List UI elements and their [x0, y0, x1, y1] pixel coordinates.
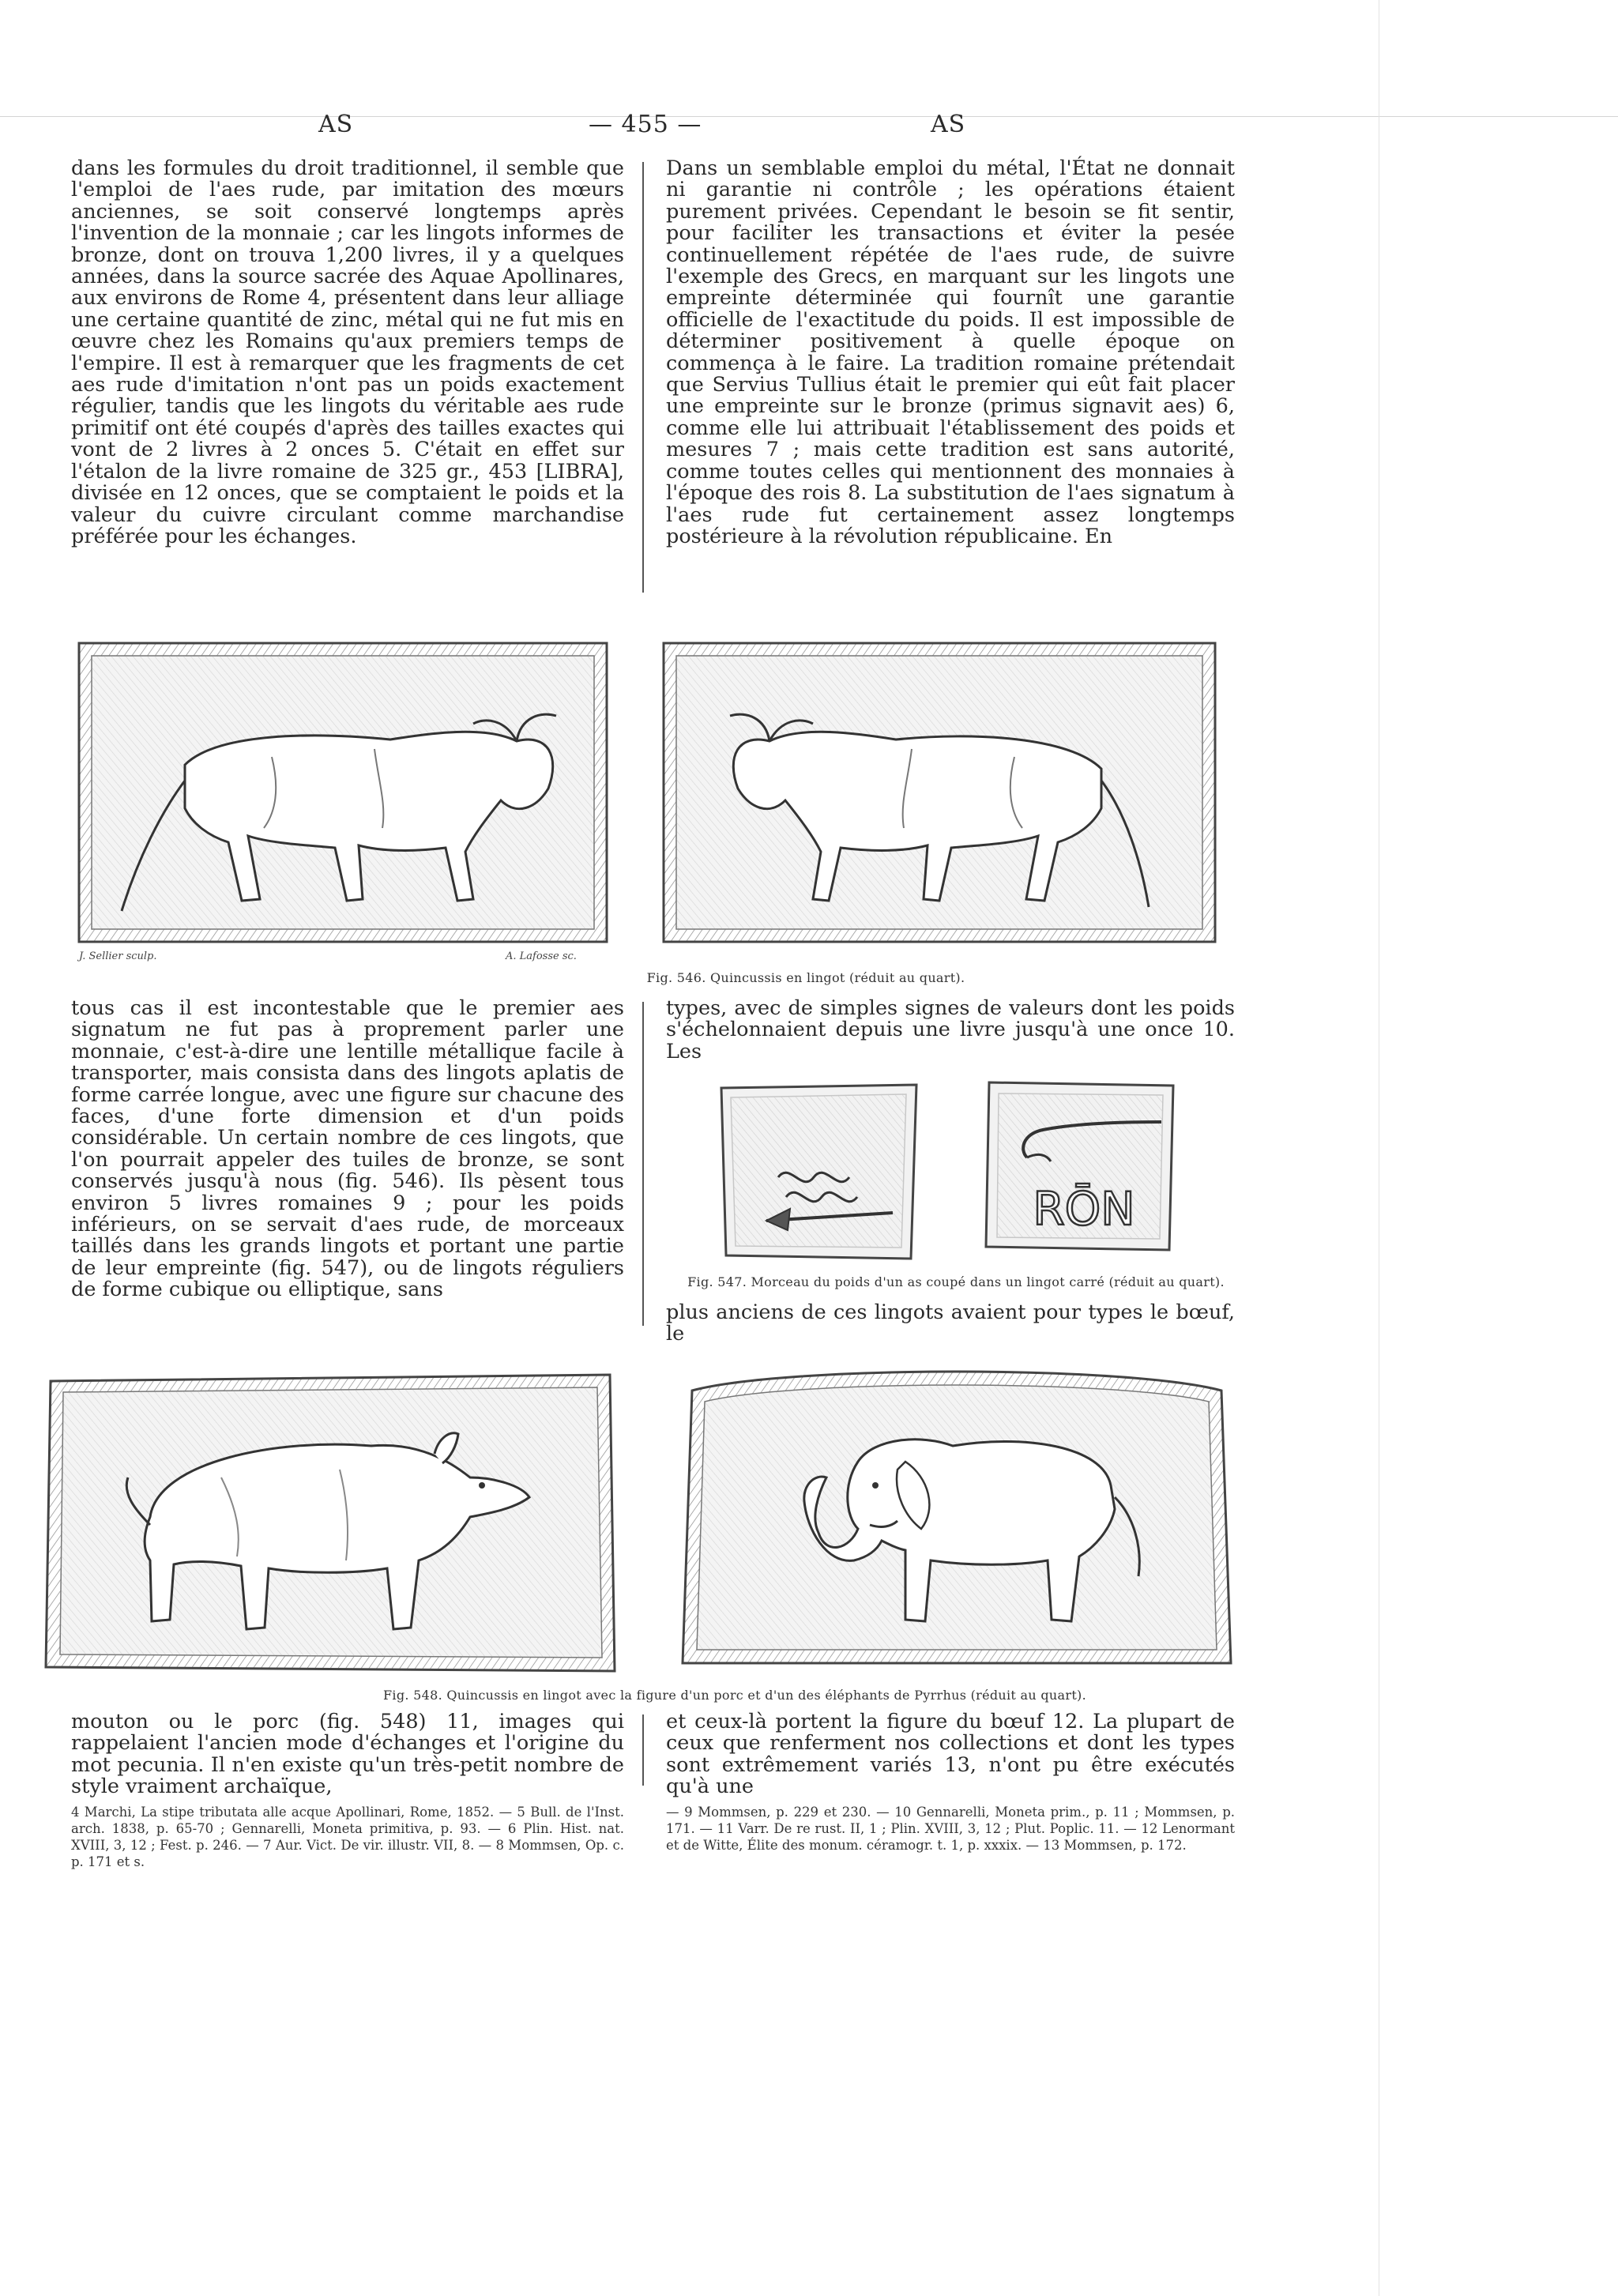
text-block3-left: mouton ou le porc (fig. 548) 11, images qui rappelaient l'ancien mode d'échanges et l'origine du mot pecunia. Il n'en existe qu'un très-petit nombre de style vraiment archaïque, — [71, 1710, 624, 1799]
text-block1-right: Dans un semblable emploi du métal, l'État ne donnait ni garantie ni contrôle ; les opérations étaient purement privées. Cependant le besoin se fit sentir, pour faciliter les transactions et éviter la pesée continuellement répétée de l'aes rude, de suivre l'exemple des Grecs, en marquant sur les lingots une empreinte déterminée qui fournît une garantie officielle de l'exactitude du poids. Il est impossible de déterminer positivement à quelle époque on commença à le faire. La tradition romaine prétendait que Servius Tullius était le premier qui eût fait placer une empreinte sur le bronze (primus signavit aes) 6, comme elle lui attribuait l'établissement des poids et mesures 7 ; mais cette tradition est sans autorité, comme toutes celles qui mentionnent des monnaies à l'époque des rois 8. La substitution de l'aes signatum à l'aes rude fut certainement assez longtemps postérieure à la révolution républicaine. En — [666, 156, 1235, 548]
engraver-signature-left: J. Sellier sculp. — [79, 950, 157, 962]
footnotes-left: 4 Marchi, La stipe tributata alle acque Apollinari, Rome, 1852. — 5 Bull. de l'Inst. arch. 1838, p. 65-70 ; Gennarelli, Moneta primitiva, p. 93. — 6 Plin. Hist. nat. XVIII, 3, 12 ; Fest. p. 246. — 7 Aur. Vict. De vir. illustr. VII, 8. — 8 Mommsen, Op. c. p. 171 et s. — [71, 1805, 624, 1869]
column-rule-2 — [642, 1002, 644, 1326]
fig547-claw-fragment — [980, 1075, 1181, 1256]
fig547-arrow-fragment — [715, 1078, 924, 1264]
header-left: AS — [318, 111, 354, 138]
engraver-signature-right: A. Lafosse sc. — [506, 950, 577, 962]
fig547-inscription: RŌN — [1033, 1182, 1135, 1236]
text-block3-right: et ceux-là portent la figure du bœuf 12. La plupart de ceux que renferment nos collections et dont les types sont extrêmement variés 13, n'ont pu être exécutés qu'à une — [666, 1710, 1235, 1799]
column-rule — [642, 162, 644, 593]
column-rule-3 — [642, 1714, 644, 1786]
header-right: AS — [931, 111, 966, 138]
fig546-ox-left-plate — [74, 638, 611, 947]
fig547-caption: Fig. 547. Morceau du poids d'un as coupé dans un lingot carré (réduit au quart). — [687, 1274, 1225, 1289]
fig548-elephant-plate — [668, 1359, 1245, 1675]
fig546-ox-right-plate — [659, 638, 1220, 947]
fig546-caption: Fig. 546. Quincussis en lingot (réduit au quart). — [646, 970, 965, 985]
text-block2-right-top: types, avec de simples signes de valeurs dont les poids s'échelonnaient depuis une livre jusqu'à une once 10. Les — [666, 996, 1235, 1063]
text-block2-left: tous cas il est incontestable que le premier aes signatum ne fut pas à proprement parler une monnaie, c'est-à-dire une lentille métallique facile à transporter, mais consista dans des lingots aplatis de forme carrée longue, avec une figure sur chacune des faces, d'une forte dimension et d'un poids considérable. Un certain nombre de ces lingots, que l'on pourrait appeler des tuiles de bronze, se sont conservés jusqu'à nous (fig. 546). Ils pèsent tous environ 5 livres romaines 9 ; pour les poids inférieurs, on se servait d'aes rude, de morceaux taillés dans les grands lingots et portant une partie de leur empreinte (fig. 547), ou de lingots réguliers de forme cubique ou elliptique, sans — [71, 996, 624, 1302]
text-block2-right-bottom: plus anciens de ces lingots avaient pour types le bœuf, le — [666, 1300, 1235, 1346]
footnotes-right: — 9 Mommsen, p. 229 et 230. — 10 Gennarelli, Moneta prim., p. 11 ; Mommsen, p. 171. — 11 Varr. De re rust. II, 1 ; Plin. XVIII, 3, 12 ; Plut. Poplic. 11. — 12 Lenormant et de Witte, Élite des monum. céramogr. t. 1, p. xxxix. — 13 Mommsen, p. 172. — [666, 1805, 1235, 1853]
fig548-pig-plate — [40, 1367, 620, 1679]
page-number: — 455 — — [589, 111, 702, 138]
text-block1-left: dans les formules du droit traditionnel, il semble que l'emploi de l'aes rude, par imitation des mœurs anciennes, se soit conservé longtemps après l'invention de la monnaie ; car les lingots informes de bronze, dont on trouva 1,200 livres, il y a quelques années, dans la source sacrée des Aquae Apollinares, aux environs de Rome 4, présentent dans leur alliage une certaine quantité de zinc, métal qui ne fut mis en œuvre chez les Romains qu'aux premiers temps de l'empire. Il est à remarquer que les fragments de cet aes rude d'imitation n'ont pas un poids exactement régulier, tandis que les lingots du véritable aes rude primitif ont été coupés d'après des tailles exactes qui vont de 2 livres à 2 onces 5. C'était en effet sur l'étalon de la livre romaine de 325 gr., 453 [LIBRA], divisée en 12 onces, que se comptaient le poids et la valeur du cuivre circulant comme marchandise préférée pour les échanges. — [71, 156, 624, 548]
fig548-caption: Fig. 548. Quincussis en lingot avec la figure d'un porc et d'un des éléphants de Pyrrhus (réduit au quart). — [383, 1688, 1086, 1703]
page-top-rule — [0, 116, 1618, 117]
